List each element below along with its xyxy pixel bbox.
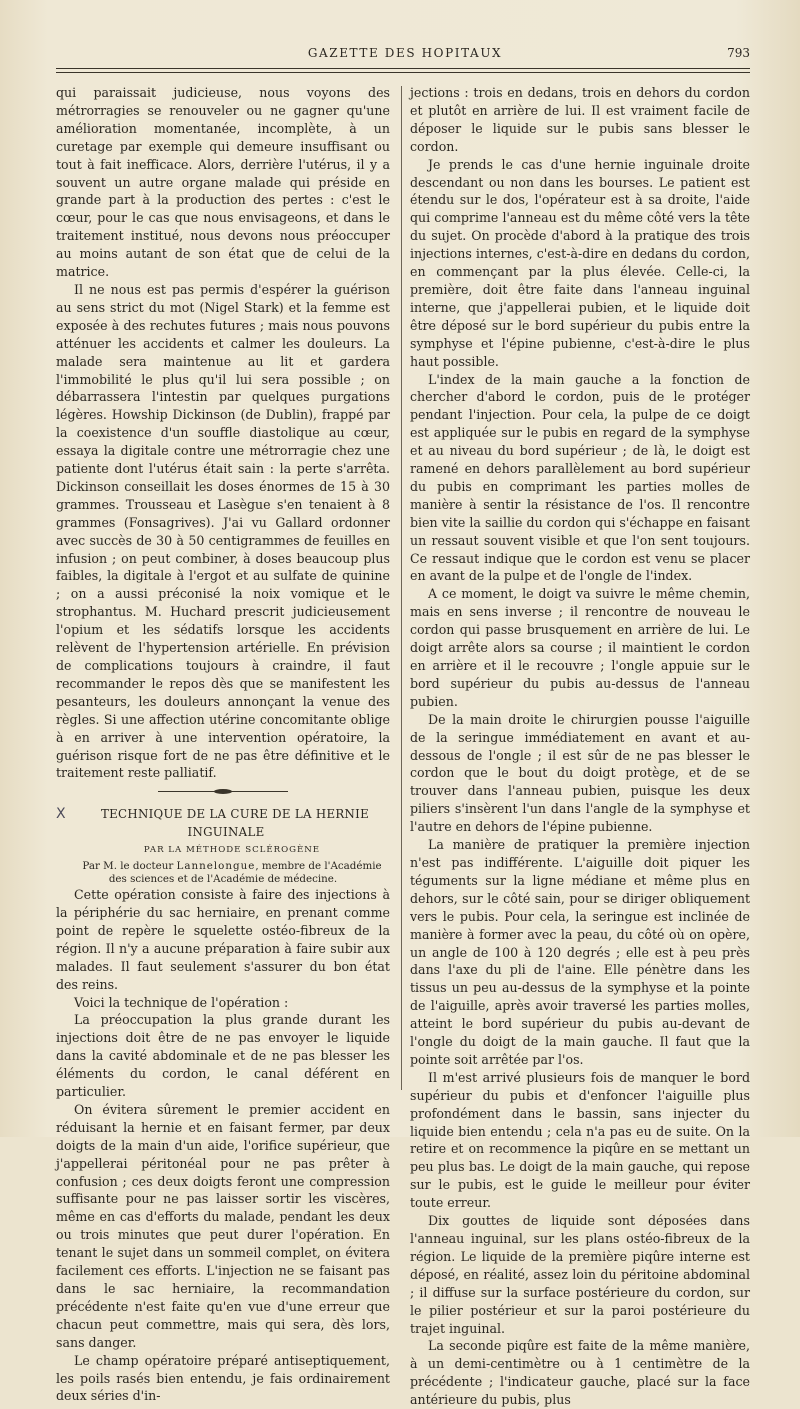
author-name: Lannelongue xyxy=(176,860,256,873)
article-subtitle: PAR LA MÉTHODE SCLÉROGÈNE xyxy=(143,845,321,856)
paragraph: Il m'est arrivé plusieurs fois de manquer le bord supérieur du pubis et d'enfoncer l'aiguille plus profondément dans le bassin, sans injecter du liquide bien entendu ; cela n'a pas eu de suite. On la retire et on recommence la piqûre en se mettant un peu plus bas. Le doigt de la main gauche, qui repose sur le pubis, est le guide le meilleur pour éviter toute erreur. xyxy=(410,1069,750,1211)
running-head xyxy=(60,46,750,66)
paragraph: De la main droite le chirurgien pousse l'aiguille de la seringue immédiatement en avant et au-dessous de l'ongle ; il est sûr de ne pas blesser le cordon que le bout du doigt protège, et de se trouver dans l'anneau pubien, puisque les deux piliers s'insèrent l'un dans l'angle de la symphyse et l'autre en dehors de l'épine pubienne. xyxy=(410,711,750,835)
paragraph: Je prends le cas d'une hernie inguinale droite descendant ou non dans les bourses. Le patient est étendu sur le dos, l'opérateur est à sa droite, l'aide qui comprime l'anneau est du même côté vers la tête du sujet. On procède d'abord à la pratique des trois injections internes, c'est-à-dire en dedans du cordon, en commençant par la plus élevée. Celle-ci, la première, doit être faite dans l'anneau inguinal interne, que j'appellerai pubien, et le liquide doit être déposé sur le bord supérieur du pubis entre la symphyse et l'épine pubienne, c'est-à-dire le plus haut possible. xyxy=(410,156,750,369)
article-byline xyxy=(56,860,390,886)
paragraph: Le champ opératoire préparé antiseptiquement, les poils rasés bien entendu, je fais ordinairement deux séries d'in- xyxy=(56,1352,390,1404)
paragraph: L'index de la main gauche a la fonction de chercher d'abord le cordon, puis de le protéger pendant l'injection. Pour cela, la pulpe de ce doigt est appliquée sur le pubis en regard de la symphyse et au niveau du bord supérieur ; de là, le doigt est ramené en dehors parallèlement au bord supérieur du pubis en comprimant les parties molles de manière à sentir la résistance de l'os. Il rencontre bien vite la saillie du cordon qui s'échappe en faisant un ressaut souvent visible et que l'on sent toujours. Ce ressaut indique que le cordon est venu se placer en avant de la pulpe et de l'ongle de l'index. xyxy=(410,371,750,584)
section-separator xyxy=(158,791,288,792)
paragraph: Voici la technique de l'opération : xyxy=(74,994,289,1010)
paragraph: jections : trois en dedans, trois en dehors du cordon et plutôt en arrière de lui. Il est vraiment facile de déposer le liquide sur le pubis sans blesser le cordon. xyxy=(410,85,750,154)
paragraph: La préoccupation la plus grande durant les injections doit être de ne pas envoyer le liquide dans la cavité abdominale et de ne pas blesser les éléments du cordon, le canal déférent en particulier. xyxy=(56,1012,390,1100)
running-title: GAZETTE DES HOPITAUX xyxy=(307,46,503,60)
page-number: 793 xyxy=(727,46,750,60)
article-title: TECHNIQUE DE LA CURE DE LA HERNIE INGUINALE xyxy=(100,807,370,840)
margin-annotation-mark: X xyxy=(56,806,66,823)
byline-suffix: , membre de l'Académie des sciences et de l'Académie de médecine. xyxy=(108,860,382,886)
paragraph: La seconde piqûre est faite de la même manière, à un demi-centimètre ou à 1 centimètre de la précédente ; l'indicateur gauche, placé sur la face antérieure du pubis, plus xyxy=(410,1338,750,1408)
paragraph: Il ne nous est pas permis d'espérer la guérison au sens strict du mot (Nigel Stark) et la femme est exposée à des rechutes futures ; mais nous pouvons atténuer les accidents et calmer les douleurs. La malade sera maintenue au lit et gardera l'immobilité le plus qu'il lui sera possible ; on débarrassera l'intestin par quelques purgations légères. Howship Dickinson (de Dublin), frappé par la coexistence d'un souffle diastolique au cœur, essaya la digitale contre une métrorragie chez une patiente dont l'utérus était sain : la perte s'arrêta. Dickinson conseillait les doses énormes de 15 à 30 grammes. Trousseau et Lasègue s'en tenaient à 8 grammes (Fonsagrives). J'ai vu Gallard ordonner avec succès de 30 à 50 centigrammes de feuilles en infusion ; on peut combiner, à doses beaucoup plus faibles, la digitale à l'ergot et au sulfate de quinine ; on a aussi préconisé la noix vomique et le strophantus. M. Huchard prescrit judicieusement l'opium et les sédatifs lorsque les accidents relèvent de l'hypertension artérielle. En prévision de complications toujours à craindre, il faut recommander le repos dès que se manifestent les pesanteurs, les douleurs annonçant la venue des règles. Si une affection utérine concomitante oblige à en arriver à une intervention opératoire, la guérison risque fort de ne pas être définitive et le traitement reste palliatif. xyxy=(56,281,390,781)
paragraph: Cette opération consiste à faire des injections à la périphérie du sac herniaire, en prenant comme point de repère le squelette ostéo-fibreux de la région. Il n'y a aucune préparation à faire subir aux malades. Il faut seulement s'assurer du bon état des reins. xyxy=(56,887,390,992)
paragraph: Dix gouttes de liquide sont déposées dans l'anneau inguinal, sur les plans ostéo-fibreux de la région. Le liquide de la première piqûre interne est déposé, en réalité, assez loin du péritoine abdominal ; il diffuse sur la surface postérieure du cordon, sur le pilier postérieur et sur la paroi postérieure du trajet inguinal. xyxy=(410,1213,750,1336)
paragraph: qui paraissait judicieuse, nous voyons des métrorragies se renouveler ou ne gagner qu'une amélioration momentanée, incomplète, à un curetage par exemple qui demeure insuffisant ou tout à fait inefficace. Alors, derrière l'utérus, il y a souvent un autre organe malade qui préside en grande part à la production des pertes : c'est le cœur, pour le cas que nous envisageons, et dans le traitement institué, nous devons nous préoccuper au moins autant de son état que de celui de la matrice. xyxy=(56,85,390,280)
column-divider xyxy=(401,86,402,1090)
right-column xyxy=(410,84,750,1409)
byline-prefix: Par M. le docteur xyxy=(82,860,174,873)
header-rule-thin xyxy=(56,72,750,73)
article-header xyxy=(56,806,390,842)
paragraph: On évitera sûrement le premier accident en réduisant la hernie et en faisant fermer, par deux doigts de la main d'un aide, l'orifice supérieur, que j'appellerai péritonéal pour ne pas prêter à confusion ; ces deux doigts feront une compression suffisante pour ne pas laisser sortir les viscères, même en cas d'efforts du malade, pendant les deux ou trois minutes que peut durer l'opération. En tenant le sujet dans un sommeil complet, on évitera facilement ces efforts. L'injection ne se faisant pas dans le sac herniaire, la recommandation précédente n'est faite qu'en vue d'une erreur que chacun peut commettre, mais qui sera, dès lors, sans danger. xyxy=(56,1101,390,1350)
paragraph: La manière de pratiquer la première injection n'est pas indifférente. L'aiguille doit piquer les téguments sur la ligne médiane et même plus en dehors, sur le côté sain, pour se diriger obliquement vers le pubis. Pour cela, la seringue est inclinée de manière à former avec la peau, du côté où on opère, un angle de 100 à 120 degrés ; elle est à peu près dans l'axe du pli de l'aine. Elle pénètre dans les tissus un peu au-dessus de la symphyse et la pointe de l'aiguille, après avoir traversé les parties molles, atteint le bord supérieur du pubis au-devant de l'ongle du doigt de la main gauche. Il faut que la pointe soit arrêtée par l'os. xyxy=(410,837,750,1067)
header-rule-thick xyxy=(56,68,750,69)
left-column xyxy=(56,84,390,1405)
paragraph: A ce moment, le doigt va suivre le même chemin, mais en sens inverse ; il rencontre de nouveau le cordon qui passe brusquement en arrière de lui. Le doigt arrête alors sa course ; il maintient le cordon en arrière et il le recouvre ; l'ongle appuie sur le bord supérieur du pubis au-dessus de l'anneau pubien. xyxy=(410,586,750,709)
